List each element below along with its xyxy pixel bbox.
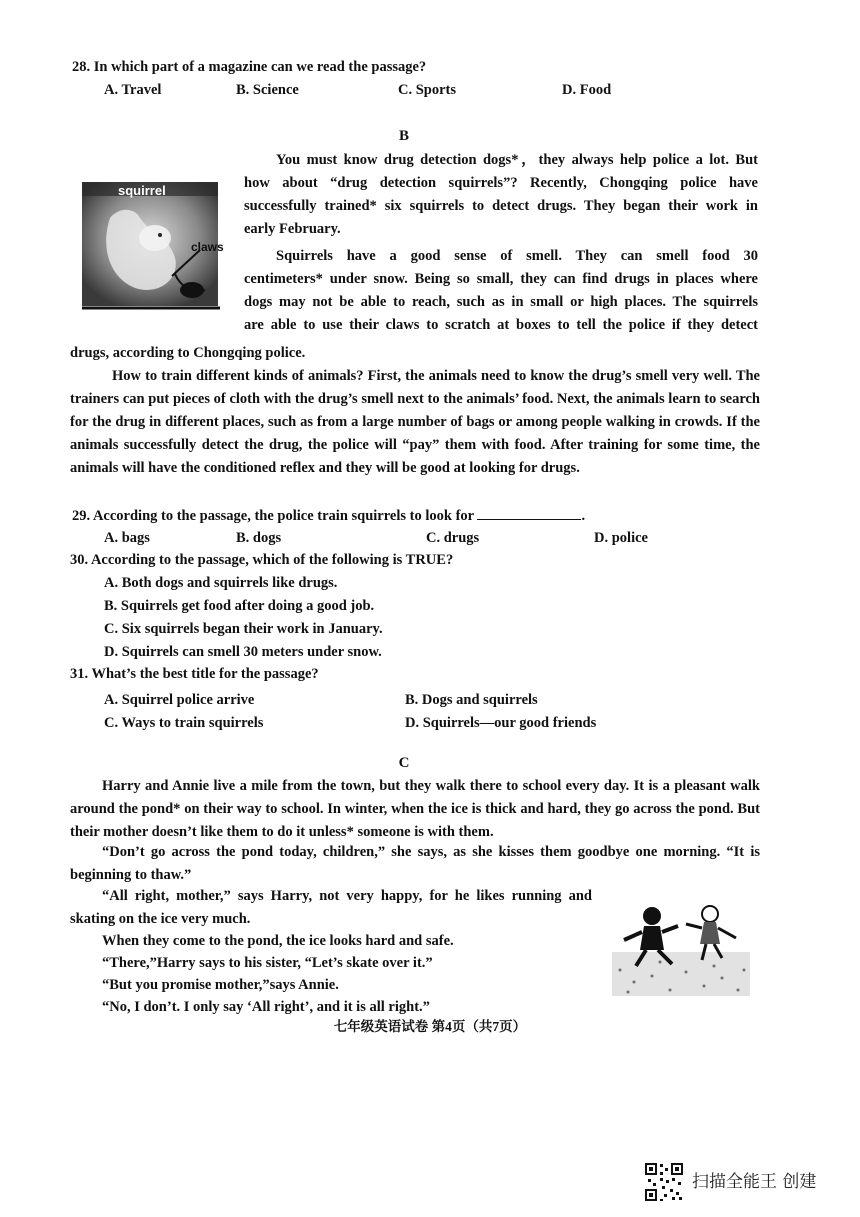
answer-blank <box>477 505 581 520</box>
section-c-paragraph-2: “Don’t go across the pond today, children,” she says, as she kisses them goodbye one morning. “It is beginning to thaw.” <box>70 844 760 883</box>
q28-option-b: B. Science <box>236 82 299 98</box>
section-c-paragraph-3: “All right, mother,” says Harry, not very happy, for he likes running and skating on the ice very much. <box>70 888 592 927</box>
q29-option-d: D. police <box>594 530 648 546</box>
q29-option-a: A. bags <box>104 530 150 546</box>
children-skating-illustration <box>612 900 752 998</box>
q28-option-d: D. Food <box>562 82 612 98</box>
claws-label: claws <box>191 240 224 254</box>
question-30: 30. According to the passage, which of the following is TRUE? <box>70 552 454 568</box>
scanner-watermark-text: 扫描全能王 创建 <box>692 1171 817 1192</box>
question-29: 29. According to the passage, the police train squirrels to look for . <box>72 505 585 528</box>
squirrel-label: squirrel <box>118 183 166 198</box>
section-b-paragraph-1: You must know drug detection dogs*，they always help police a lot. But how about “drug detection squirrels”? Recently, Chongqing police have successfully trained* six squirrels to detect drugs. They began their work in early February. <box>244 152 758 237</box>
q29-option-c: C. drugs <box>426 530 480 546</box>
section-b-paragraph-2: Squirrels have a good sense of smell. They can smell food 30 centimeters* under snow. Being so small, they can find drugs in places where dogs may not be able to reach, such as in small or high places. The squirrels are able to use their claws to scratch at boxes to tell the police if they detect <box>244 248 758 333</box>
section-c-paragraph-7: “No, I don’t. I only say ‘All right’, and it is all right.” <box>102 999 430 1015</box>
section-c-paragraph-6: “But you promise mother,”says Annie. <box>102 977 339 993</box>
scanner-watermark <box>644 1162 816 1202</box>
q31-option-b: B. Dogs and squirrels <box>405 692 538 708</box>
q30-option-d: D. Squirrels can smell 30 meters under snow. <box>104 644 382 660</box>
section-c-paragraph-5: “There,”Harry says to his sister, “Let’s skate over it.” <box>102 955 433 971</box>
q31-option-d: D. Squirrels—our good friends <box>405 715 597 731</box>
q31-option-c: C. Ways to train squirrels <box>104 715 264 731</box>
page-footer: 七年级英语试卷 第4页（共7页） <box>333 1019 527 1034</box>
question-28: 28. In which part of a magazine can we read the passage? <box>72 59 427 75</box>
q30-option-a: A. Both dogs and squirrels like drugs. <box>104 575 338 591</box>
section-b-paragraph-3: How to train different kinds of animals? First, the animals need to know the drug’s smell very well. The trainers can put pieces of cloth with the drug’s smell next to the animals’ food. Next, the animals learn to search for the drug in different places, such as from a large number of bags or among people walking in crowds. If the animals successfully detect the drug, the police will “pay” them with food. After training for some time, the animals will have the conditioned reflex and they will be good at looking for drugs. <box>70 368 760 476</box>
squirrel-illustration <box>80 178 224 314</box>
qr-code-icon <box>644 1162 684 1202</box>
section-b-paragraph-2-end: drugs, according to Chongqing police. <box>70 345 306 361</box>
question-31: 31. What’s the best title for the passage? <box>70 666 319 682</box>
section-c-paragraph-4: When they come to the pond, the ice looks hard and safe. <box>102 933 454 949</box>
q28-option-a: A. Travel <box>104 82 162 98</box>
q29-option-b: B. dogs <box>236 530 282 546</box>
q30-option-c: C. Six squirrels began their work in January. <box>104 621 383 637</box>
q30-option-b: B. Squirrels get food after doing a good job. <box>104 598 375 614</box>
section-c-heading: C <box>398 755 410 771</box>
q31-option-a: A. Squirrel police arrive <box>104 692 255 708</box>
q28-option-c: C. Sports <box>398 82 457 98</box>
section-b-heading: B <box>398 128 409 144</box>
section-c-paragraph-1: Harry and Annie live a mile from the town, but they walk there to school every day. It is a pleasant walk around the pond* on their way to school. In winter, when the ice is thick and hard, they go across the pond. But their mother doesn’t like them to do it unless* someone is with them. <box>70 778 760 840</box>
